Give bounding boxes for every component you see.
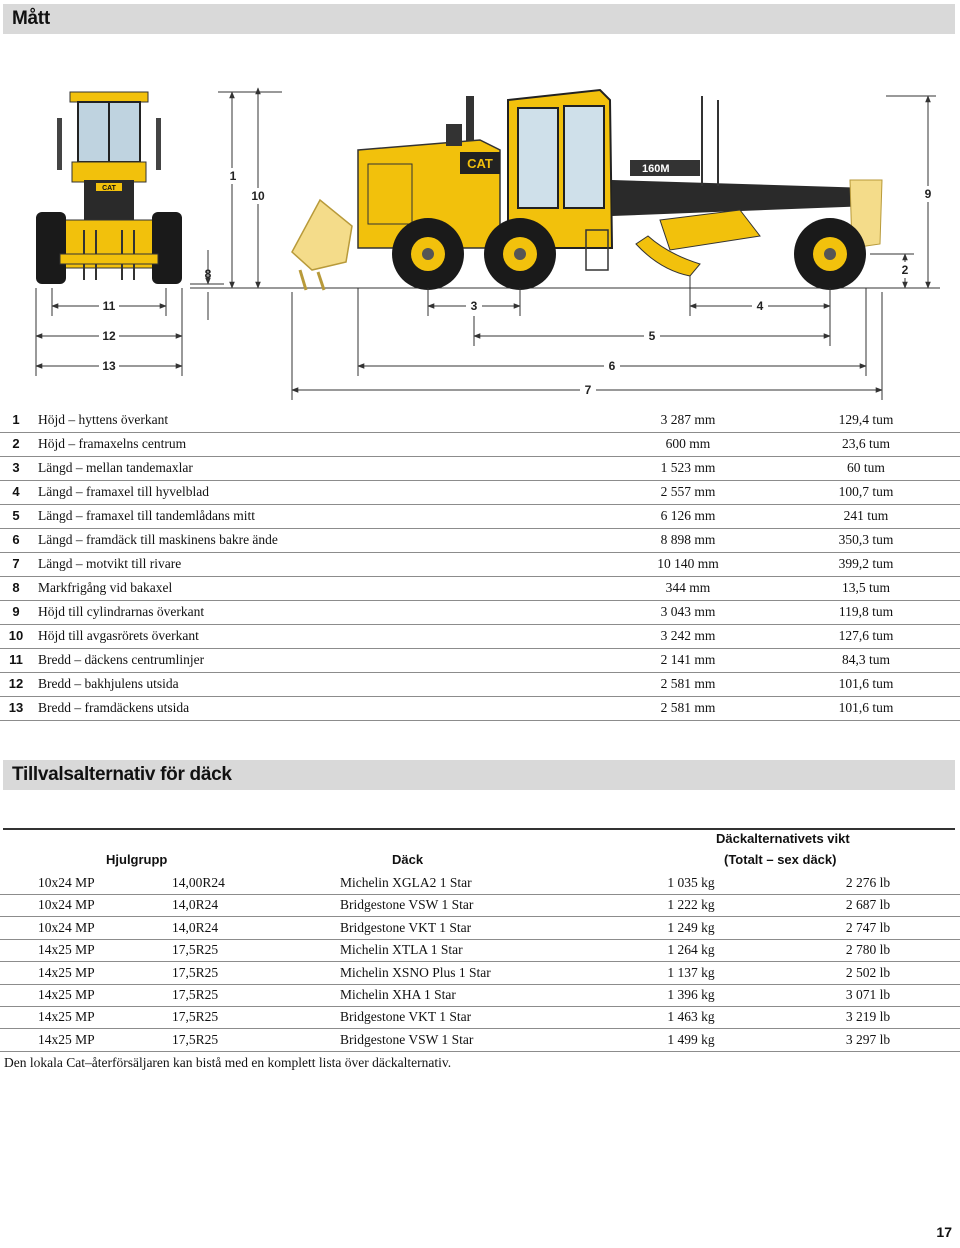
tires-table-top-rule	[3, 828, 955, 830]
dimension-row	[0, 504, 960, 529]
tire-name: Bridgestone VKT 1 Star	[340, 919, 472, 935]
callout-4: 4	[756, 299, 764, 313]
callout-7: 7	[584, 383, 592, 397]
dimension-value-inch: 399,2 tum	[838, 556, 894, 571]
tires-footnote: Den lokala Cat–återförsäljaren kan bistå med en komplett lista över däckalternativ.	[4, 1055, 452, 1070]
dimension-label: Markfrigång vid bakaxel	[38, 580, 173, 595]
dimension-value-inch: 127,6 tum	[838, 628, 894, 643]
dimension-label: Höjd – hyttens överkant	[38, 412, 169, 427]
tire-weight-kg: 1 137 kg	[667, 964, 715, 980]
tire-wheel-group: 14x25 MP	[38, 987, 95, 1002]
dimension-value-inch: 119,8 tum	[838, 604, 894, 619]
tire-weight-lb: 2 687 lb	[845, 897, 891, 913]
dimension-value-inch: 60 tum	[847, 460, 885, 475]
dimension-value-mm: 2 581 mm	[660, 700, 716, 715]
dimension-number: 13	[8, 700, 24, 715]
dimension-label: Längd – framdäck till maskinens bakre ände	[38, 532, 278, 547]
dimension-value-mm: 600 mm	[665, 436, 711, 451]
tires-header-weight-line2: (Totalt – sex däck)	[724, 852, 837, 867]
dimension-value-inch: 350,3 tum	[838, 532, 894, 547]
tire-row	[0, 872, 960, 895]
callout-6: 6	[608, 359, 616, 373]
dimension-label: Längd – mellan tandemaxlar	[38, 460, 193, 475]
front-logo-text: CAT	[102, 185, 116, 192]
tire-weight-lb: 2 502 lb	[845, 964, 891, 980]
dimension-value-mm: 344 mm	[665, 580, 711, 595]
tires-section-title: Tillvalsalternativ för däck	[12, 764, 232, 785]
dimension-row	[0, 624, 960, 649]
tire-weight-kg: 1 499 kg	[667, 1031, 715, 1047]
dimension-value-mm: 3 287 mm	[660, 412, 716, 427]
tire-weight-lb: 3 219 lb	[845, 1009, 891, 1025]
dimension-number: 9	[12, 604, 20, 619]
tires-header-wheel-group: Hjulgrupp	[106, 852, 168, 867]
dimension-label: Bredd – bakhjulens utsida	[38, 676, 179, 691]
tire-weight-kg: 1 035 kg	[667, 875, 715, 890]
dimension-number: 10	[8, 628, 24, 643]
tire-row	[0, 917, 960, 940]
dimension-value-inch: 129,4 tum	[838, 412, 894, 427]
side-logo-text: CAT	[467, 156, 493, 171]
tire-row	[0, 894, 960, 917]
tire-wheel-group: 14x25 MP	[38, 1031, 95, 1047]
tire-wheel-group: 14x25 MP	[38, 964, 95, 980]
dimension-label: Längd – framaxel till tandemlådans mitt	[38, 508, 256, 523]
tires-section-header	[3, 760, 955, 790]
callout-8: 8	[204, 267, 212, 281]
dimension-value-mm: 8 898 mm	[660, 532, 716, 547]
tire-wheel-group: 10x24 MP	[38, 897, 95, 913]
dimension-value-mm: 6 126 mm	[660, 508, 716, 523]
front-view-illustration	[36, 92, 182, 284]
callout-9: 9	[924, 187, 932, 201]
callout-10: 10	[251, 189, 265, 203]
dimension-value-inch: 13,5 tum	[841, 580, 890, 595]
callout-11: 11	[102, 299, 116, 313]
dimension-value-inch: 101,6 tum	[838, 676, 894, 691]
dimension-label: Bredd – däckens centrumlinjer	[38, 652, 205, 667]
dimension-label: Längd – framaxel till hyvelblad	[38, 484, 209, 499]
callout-2: 2	[901, 263, 909, 277]
side-view-illustration	[292, 90, 882, 290]
dimension-number: 1	[12, 412, 20, 427]
tire-size: 17,5R25	[172, 1031, 219, 1047]
dimension-label: Höjd – framaxelns centrum	[38, 436, 187, 451]
tire-row	[0, 939, 960, 962]
dimension-row	[0, 480, 960, 505]
callout-5: 5	[648, 329, 656, 343]
dimension-row	[0, 648, 960, 673]
tire-size: 17,5R25	[172, 1009, 219, 1025]
dimension-value-mm: 3 043 mm	[660, 604, 716, 619]
dimension-value-inch: 101,6 tum	[838, 700, 894, 715]
dimension-number: 8	[12, 580, 20, 595]
machine-dimension-diagram	[0, 40, 960, 400]
dimension-value-mm: 10 140 mm	[657, 556, 719, 571]
tire-row	[0, 962, 960, 985]
dimension-number: 2	[12, 436, 20, 451]
tire-name: Michelin XTLA 1 Star	[340, 942, 463, 958]
tire-wheel-group: 14x25 MP	[38, 1009, 95, 1025]
callout-3: 3	[470, 299, 478, 313]
dimension-row	[0, 528, 960, 553]
dimension-number: 7	[12, 556, 20, 571]
dimension-row	[0, 576, 960, 601]
dimension-number: 12	[8, 676, 24, 691]
dimension-number: 11	[9, 652, 23, 667]
dimension-number: 6	[12, 532, 20, 547]
tire-weight-lb: 3 071 lb	[845, 987, 891, 1002]
tire-weight-kg: 1 463 kg	[667, 1009, 715, 1025]
tire-wheel-group: 10x24 MP	[38, 875, 95, 890]
tire-weight-kg: 1 222 kg	[667, 897, 715, 913]
dimensions-section-header	[3, 4, 955, 34]
tire-name: Michelin XGLA2 1 Star	[340, 875, 472, 890]
tire-name: Bridgestone VSW 1 Star	[340, 1031, 474, 1047]
tire-row	[0, 984, 960, 1007]
dimension-value-inch: 100,7 tum	[838, 484, 894, 499]
tires-header-tire: Däck	[392, 852, 424, 867]
dimension-label: Bredd – framdäckens utsida	[38, 700, 190, 715]
tires-header-weight-line1: Däckalternativets vikt	[716, 831, 850, 846]
tire-weight-kg: 1 264 kg	[667, 942, 715, 958]
tire-size: 17,5R25	[172, 964, 219, 980]
tire-row	[0, 1029, 960, 1052]
dimension-row	[0, 552, 960, 577]
tire-name: Michelin XHA 1 Star	[340, 987, 456, 1002]
dimension-value-mm: 2 141 mm	[660, 652, 716, 667]
callout-13: 13	[102, 359, 116, 373]
dimension-value-inch: 23,6 tum	[841, 436, 890, 451]
tire-wheel-group: 14x25 MP	[38, 942, 95, 958]
tire-weight-lb: 2 276 lb	[845, 875, 891, 890]
model-badge: 160M	[642, 163, 670, 175]
tire-wheel-group: 10x24 MP	[38, 919, 95, 935]
dimension-value-mm: 2 557 mm	[660, 484, 716, 499]
dimension-number: 4	[12, 484, 20, 499]
tire-name: Michelin XSNO Plus 1 Star	[340, 964, 491, 980]
tire-weight-lb: 2 747 lb	[845, 919, 891, 935]
dimension-row	[0, 456, 960, 481]
tire-weight-lb: 2 780 lb	[845, 942, 891, 958]
dimension-label: Höjd till cylindrarnas överkant	[38, 604, 205, 619]
dimension-value-mm: 3 242 mm	[660, 628, 716, 643]
tire-size: 14,00R24	[172, 875, 225, 890]
page-number: 17	[936, 1224, 952, 1240]
dimension-number: 5	[12, 508, 20, 523]
dimension-row	[0, 432, 960, 457]
tire-name: Bridgestone VSW 1 Star	[340, 897, 474, 913]
callout-1: 1	[229, 169, 237, 183]
tire-weight-kg: 1 396 kg	[667, 987, 715, 1002]
dimension-row	[0, 672, 960, 697]
dimension-value-mm: 2 581 mm	[660, 676, 716, 691]
tire-size: 14,0R24	[172, 897, 219, 913]
dimension-row	[0, 408, 960, 433]
dimension-label: Längd – motvikt till rivare	[38, 556, 182, 571]
tire-row	[0, 1006, 960, 1029]
dimensions-section-title: Mått	[12, 8, 50, 29]
tire-size: 17,5R25	[172, 987, 219, 1002]
tire-name: Bridgestone VKT 1 Star	[340, 1009, 472, 1025]
tire-weight-lb: 3 297 lb	[845, 1031, 891, 1047]
dimension-value-mm: 1 523 mm	[660, 460, 716, 475]
tire-size: 17,5R25	[172, 942, 219, 958]
dimension-number: 3	[12, 460, 20, 475]
tire-weight-kg: 1 249 kg	[667, 919, 715, 935]
dimension-value-inch: 84,3 tum	[841, 652, 890, 667]
dimension-value-inch: 241 tum	[843, 508, 889, 523]
dimension-row	[0, 696, 960, 721]
dimension-label: Höjd till avgasrörets överkant	[38, 628, 199, 643]
tire-size: 14,0R24	[172, 919, 219, 935]
dimension-row	[0, 600, 960, 625]
callout-12: 12	[102, 329, 116, 343]
